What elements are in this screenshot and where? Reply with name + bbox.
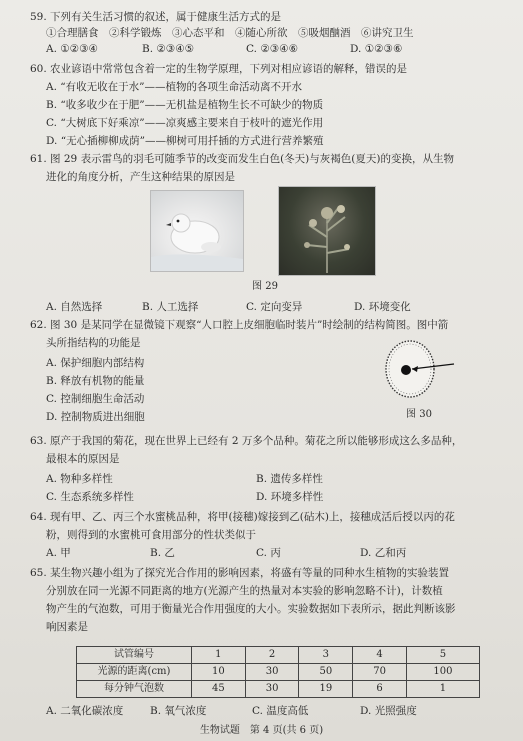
q65-option-b: B. 氧气浓度: [150, 705, 207, 717]
q60-option-b: B. “收多收少在于肥”——无机盐是植物生长不可缺少的物质: [46, 99, 324, 111]
q64-option-a: A. 甲: [46, 547, 71, 559]
q60-option-c: C. “大树底下好乘凉”——凉爽感主要来自于枝叶的遮光作用: [46, 117, 324, 129]
q62-option-c: C. 控制细胞生命活动: [46, 393, 145, 405]
q65-stem-line4: 响因素是: [46, 621, 88, 633]
q65-stem-line1: 65. 某生物兴趣小组为了探究光合作用的影响因素，将盛有等量的同种水生植物的实验装置: [30, 567, 450, 579]
q62-option-d: D. 控制物质进出细胞: [46, 411, 145, 423]
q62-option-b: B. 释放有机物的能量: [46, 375, 145, 387]
figure-29-caption: 图 29: [252, 281, 278, 292]
q59-items: ①合理膳食 ②科学锻炼 ③心态平和 ④随心所欲 ⑤吸烟酗酒 ⑥讲究卫生: [46, 27, 414, 39]
table-cell: 70: [353, 664, 407, 681]
q64-stem-line2: 粉，则得到的水蜜桃可食用部分的性状类似于: [46, 529, 256, 541]
q65-option-a: A. 二氧化碳浓度: [46, 705, 124, 717]
table-row: [77, 681, 480, 698]
table-cell: 光源的距离(cm): [77, 664, 192, 681]
q61-stem-line2: 进化的角度分析，产生这种结果的原因是: [46, 171, 235, 183]
table-cell: 4: [353, 647, 407, 664]
table-cell: 3: [299, 647, 353, 664]
q60-option-d: D. “无心插柳柳成荫”——柳树可用扦插的方式进行营养繁殖: [46, 135, 324, 147]
plant-camouflage-icon: [279, 187, 375, 275]
q61-option-a: A. 自然选择: [46, 301, 103, 313]
q63-option-c: C. 生态系统多样性: [46, 491, 134, 503]
q64-option-d: D. 乙和丙: [360, 547, 407, 559]
table-cell: 1: [192, 647, 246, 664]
table-cell: 1: [406, 681, 479, 698]
table-cell: 50: [299, 664, 353, 681]
q59-option-c: C. ②③④⑥: [246, 43, 298, 55]
q59-option-b: B. ②③④⑤: [142, 43, 195, 55]
q62-stem-line1: 62. 图 30 是某同学在显微镜下观察“人口腔上皮细胞临时装片”时绘制的结构简图。图中箭: [30, 319, 449, 331]
cell-diagram: [382, 336, 456, 402]
q63-stem-line1: 63. 原产于我国的菊花，现在世界上已经有 2 万多个品种。菊花之所以能够形成这么多品种，: [30, 435, 463, 447]
q65-option-c: C. 温度高低: [252, 705, 309, 717]
table-cell: 5: [406, 647, 479, 664]
page-footer: 生物试题 第 4 页(共 6 页): [199, 725, 324, 736]
table-cell: 6: [353, 681, 407, 698]
q61-option-d: D. 环境变化: [354, 301, 411, 313]
table-cell: 10: [192, 664, 246, 681]
table-cell: 45: [192, 681, 246, 698]
table-cell: 100: [406, 664, 479, 681]
q64-option-c: C. 丙: [256, 547, 281, 559]
q59-option-a: A. ①②③④: [46, 43, 98, 55]
q63-stem-line2: 最根本的原因是: [46, 453, 120, 465]
ptarmigan-summer-photo: [278, 186, 376, 276]
table-cell: 19: [299, 681, 353, 698]
q65-option-d: D. 光照强度: [360, 705, 417, 717]
q61-option-c: C. 定向变异: [246, 301, 303, 313]
q63-option-b: B. 遗传多样性: [256, 473, 323, 485]
q60-stem: 60. 农业谚语中常常包含着一定的生物学原理，下列对相应谚语的解释，错误的是: [30, 63, 408, 75]
q59-option-d: D. ①②③⑥: [350, 43, 403, 55]
q63-option-a: A. 物种多样性: [46, 473, 113, 485]
figure-30-caption: 图 30: [406, 409, 432, 420]
table-cell: 2: [245, 647, 299, 664]
cheek-cell-icon: [382, 336, 456, 402]
table-cell: 每分钟气泡数: [77, 681, 192, 698]
q65-stem-line3: 物产生的气泡数，可用于衡量光合作用强度的大小。实验数据如下表所示，据此判断该影: [46, 603, 456, 615]
q64-option-b: B. 乙: [150, 547, 175, 559]
ptarmigan-winter-photo: [150, 190, 244, 272]
q60-option-a: A. “有收无收在于水”——植物的各项生命活动离不开水: [46, 81, 302, 93]
q61-option-b: B. 人工选择: [142, 301, 199, 313]
q61-stem-line1: 61. 图 29 表示雷鸟的羽毛可随季节的改变而发生白色(冬天)与灰褐色(夏天)的变换，从生物: [30, 153, 454, 165]
table-row: [77, 664, 480, 681]
q62-stem-line2: 头所指结构的功能是: [46, 337, 141, 349]
white-bird-icon: [151, 191, 243, 271]
table-cell: 试管编号: [77, 647, 192, 664]
table-cell: 30: [245, 664, 299, 681]
experiment-data-table: [76, 646, 480, 698]
q65-stem-line2: 分别放在同一光源不同距离的地方(光源产生的热量对本实验的影响忽略不计)，计数植: [46, 585, 443, 597]
q59-stem: 59. 下列有关生活习惯的叙述，属于健康生活方式的是: [30, 11, 282, 23]
q62-option-a: A. 保护细胞内部结构: [46, 357, 145, 369]
table-row: [77, 647, 480, 664]
table-cell: 30: [245, 681, 299, 698]
q63-option-d: D. 环境多样性: [256, 491, 324, 503]
q64-stem-line1: 64. 现有甲、乙、丙三个水蜜桃品种，将甲(接穗)嫁接到乙(砧木)上，接穗成活后授以丙的花: [30, 511, 455, 523]
